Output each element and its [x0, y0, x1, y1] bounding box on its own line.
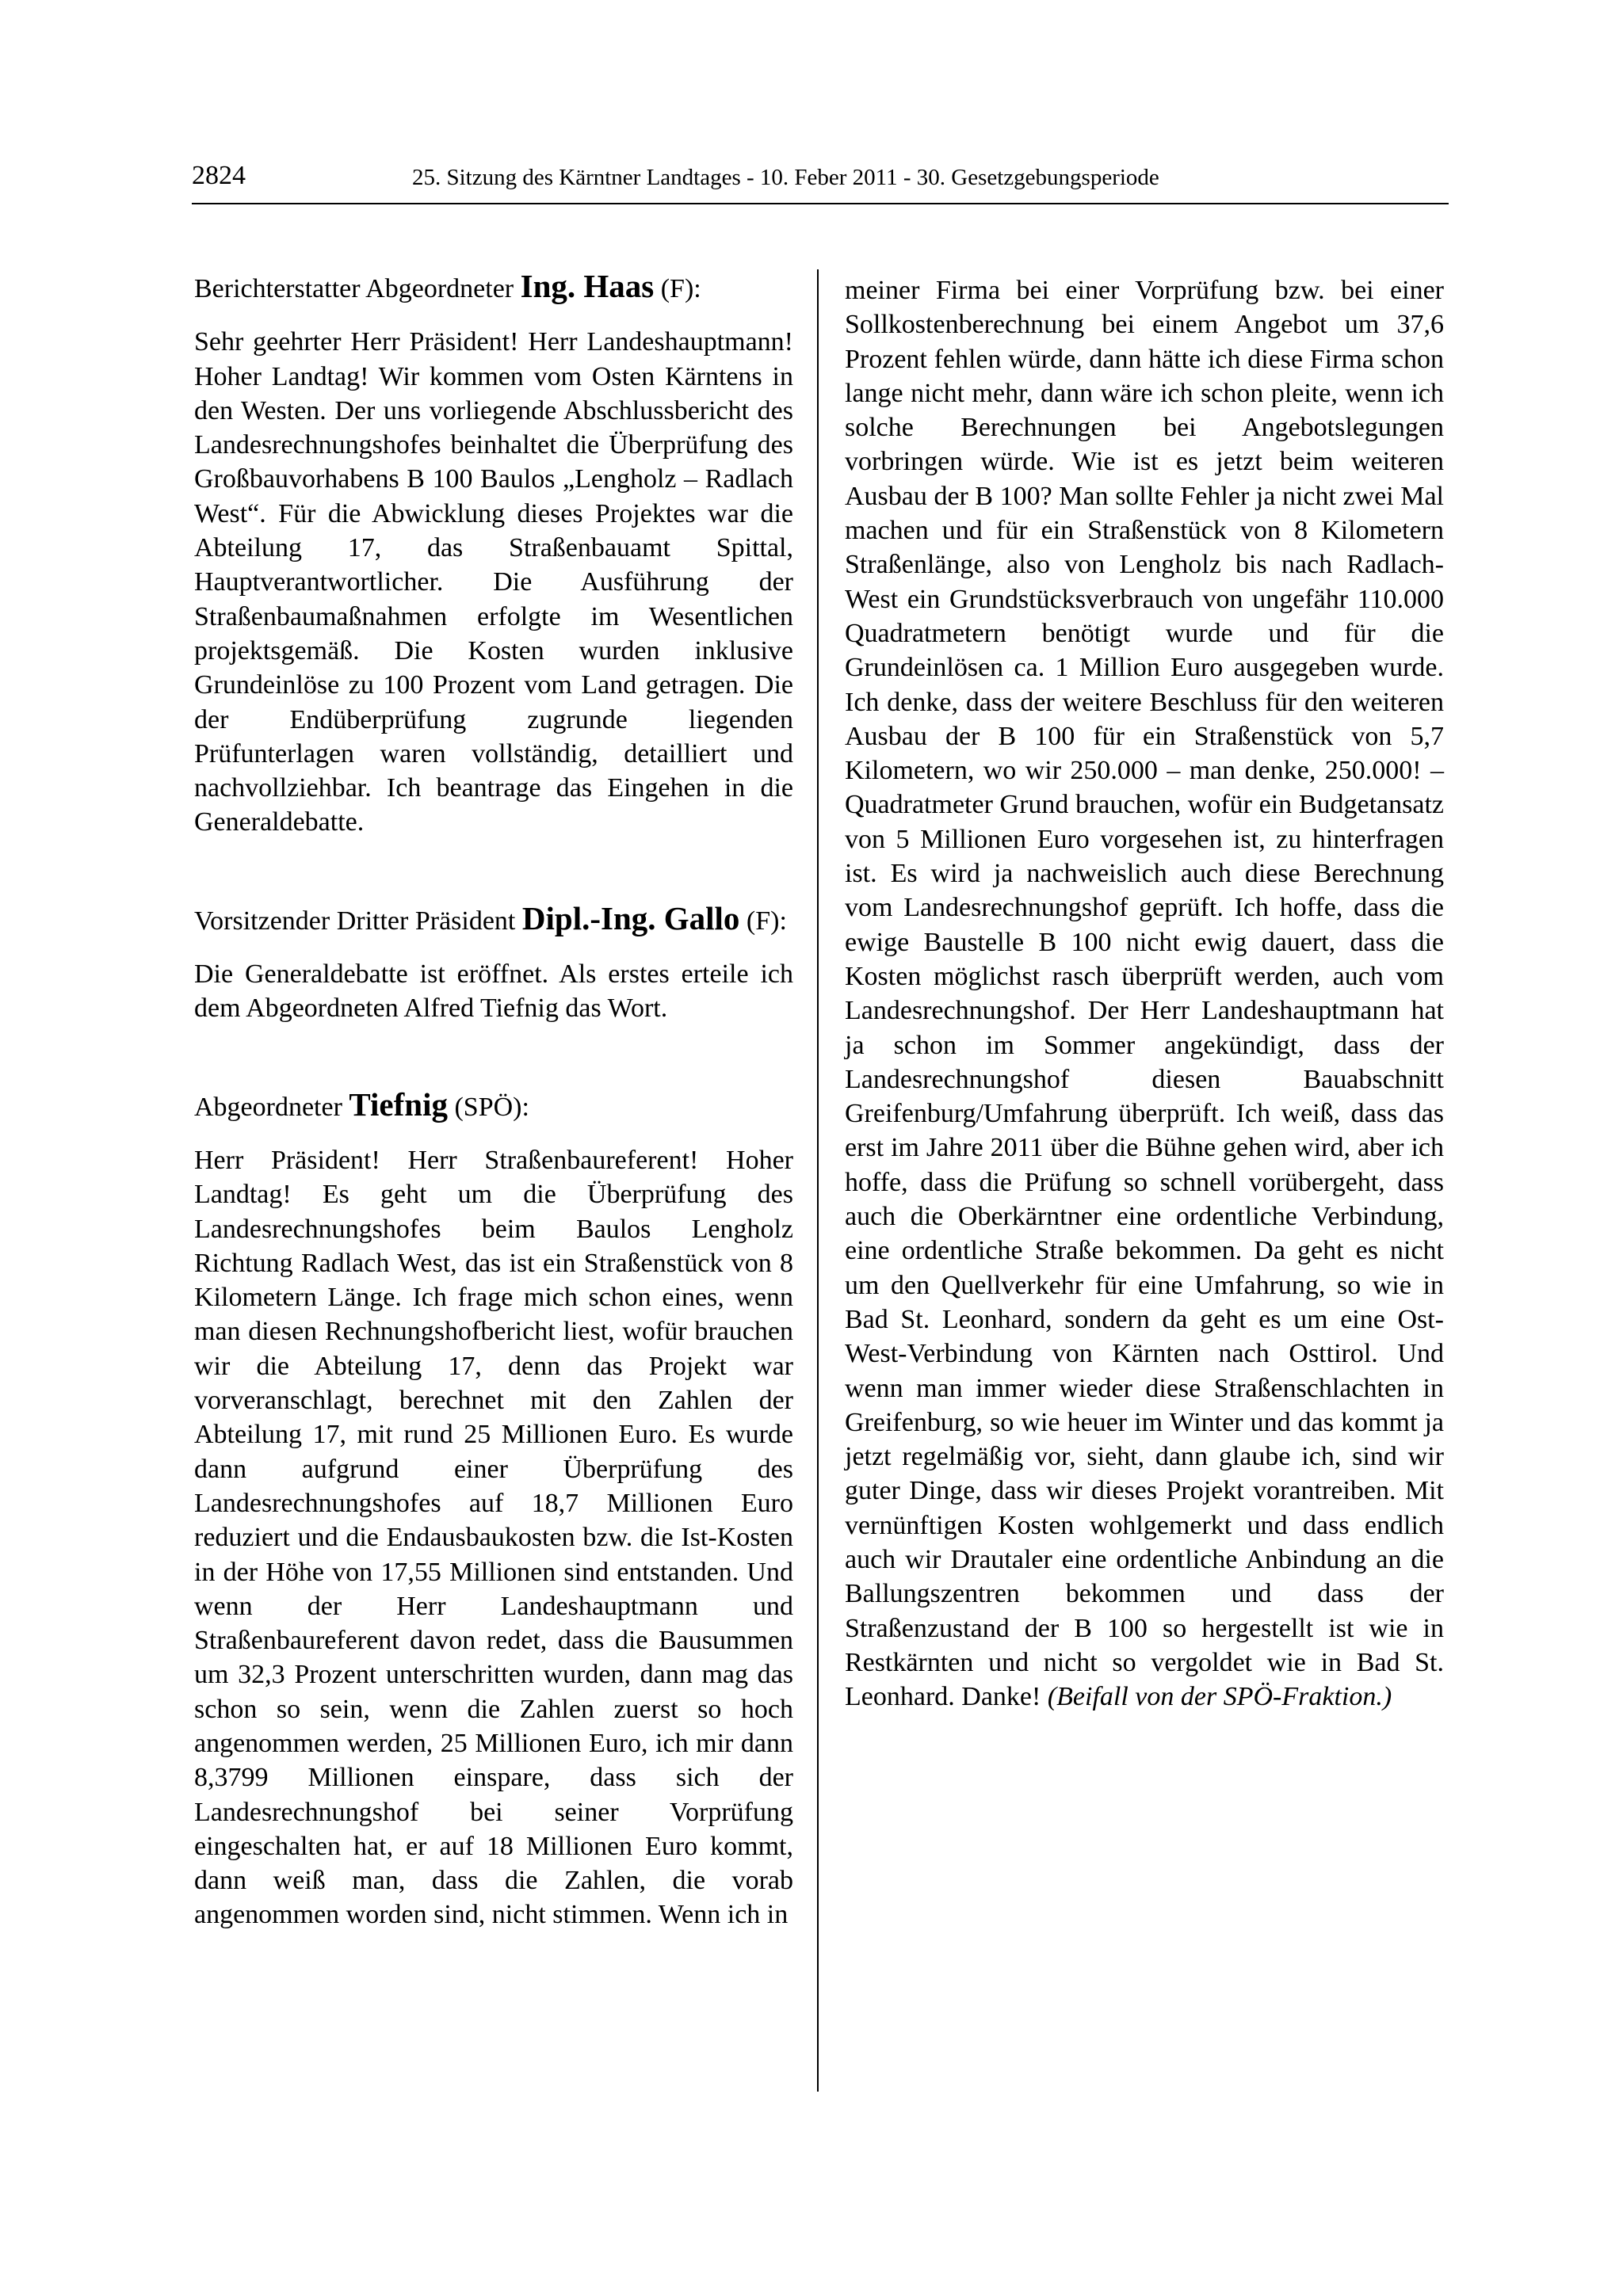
speaker-party: (SPÖ):: [447, 1092, 529, 1122]
speaker-role: Vorsitzender Dritter Präsident: [194, 906, 522, 936]
speaker-name: Dipl.-Ing. Gallo: [521, 899, 740, 936]
speaker-role: Berichterstatter Abgeordneter: [194, 274, 521, 303]
speaker-haas: [194, 269, 793, 306]
column-divider: [817, 269, 819, 2092]
speaker-party: (F):: [739, 906, 787, 936]
speaker-party: (F):: [654, 274, 701, 303]
speaker-tiefnig: [194, 1085, 793, 1124]
speaker-name: Ing. Haas: [520, 268, 655, 304]
left-column: [194, 269, 793, 1932]
page-number: 2824: [192, 161, 246, 190]
speaker-gallo: [194, 899, 793, 938]
section-spacer: [194, 1026, 793, 1088]
speech-haas: Sehr geehrter Herr Präsident! Herr Landeshauptmann! Hoher Landtag! Wir kommen vom Osten Kärntens in den Westen. Der uns vorliegende Abschlussbericht des Landesrechnungshofes beinhaltet die Überprüfung des Großbauvorhabens B 100 Baulos „Lengholz – Radlach West“. Für die Abwicklung dieses Projektes war die Abteilung 17, das Straßenbauamt Spittal, Hauptverantwortlicher. Die Ausführung der Straßenbaumaßnahmen erfolgte im Wesentlichen projektsgemäß. Die Kosten wurden inklusive Grundeinlöse zu 100 Prozent vom Land getragen. Die der Endüberprüfung zugrunde liegenden Prüfunterlagen waren vollständig, detailliert und nachvollziehbar. Ich beantrage das Eingehen in die Generaldebatte.: [194, 327, 793, 837]
page-header: [192, 155, 1449, 204]
speech-gallo: Die Generaldebatte ist eröffnet. Als erstes erteile ich dem Abgeordneten Alfred Tiefnig das Wort.: [194, 959, 793, 1024]
speech-text: meiner Firma bei einer Vorprüfung bzw. bei einer Sollkostenberechnung bei einem Angebot um 37,6 Prozent fehlen würde, dann hätte ich diese Firma schon lange nicht mehr, dann wäre ich schon pleite, wenn ich solche Berechnungen bei Angebotslegungen vorbringen würde. Wie ist es jetzt beim weiteren Ausbau der B 100? Man sollte Fehler ja nicht zwei Mal machen und für ein Straßenstück von 8 Kilometern Straßenlänge, also von Lengholz bis nach Radlach-West ein Grundstücksverbrauch von ungefähr 110.000 Quadratmetern benötigt wurde und für die Grundeinlösen ca. 1 Million Euro ausgegeben wurde. Ich denke, dass der weitere Beschluss für den weiteren Ausbau der B 100 für ein Straßenstück von 5,7 Kilometern, wo wir 250.000 – man denke, 250.000! – Quadratmeter Grund brauchen, wofür ein Budgetansatz von 5 Millionen Euro vorgesehen ist, zu hinterfragen ist. Es wird ja nachweislich auch diese Berechnung vom Landesrechnungshof geprüft. Ich hoffe, dass die ewige Baustelle B 100 nicht ewig dauert, dass die Kosten möglichst rasch überprüft werden, auch vom Landesrechnungshof. Der Herr Landeshauptmann hat ja schon im Sommer angekündigt, dass der Landesrechnungshof diesen Bauabschnitt Greifenburg/Umfahrung überprüft. Ich weiß, dass das erst im Jahre 2011 über die Bühne gehen wird, aber ich hoffe, dass die Prüfung so schnell vorübergeht, dass auch die Oberkärntner eine ordentliche Verbindung, eine ordentliche Straße bekommen. Da geht es nicht um den Quellverkehr für eine Umfahrung, so wie in Bad St. Leonhard, sondern da geht es um eine Ost-West-Verbindung von Kärnten nach Osttirol. Und wenn man immer wieder diese Straßenschlachten in Greifenburg, so wie heuer im Winter und das kommt ja jetzt regelmäßig vor, sieht, dann glaube ich, sind wir guter Dinge, dass wir dieses Projekt vorantreiben. Mit vernünftigen Kosten wohlgemerkt und dass endlich auch wir Drautaler eine ordentliche Anbindung an die Ballungszentren bekommen und dass der Straßenzustand der B 100 so hergestellt ist wie in Restkärnten und nicht so vergoldet wie in Bad St. Leonhard. Danke!: [845, 276, 1444, 1712]
section-spacer: [194, 840, 793, 902]
speaker-name: Tiefnig: [349, 1085, 448, 1123]
speech-tiefnig-continued: [845, 273, 1444, 1714]
applause-note: (Beifall von der SPÖ-Fraktion.): [1047, 1682, 1392, 1712]
right-column: [845, 273, 1444, 1714]
header-title: 25. Sitzung des Kärntner Landtages - 10. Feber 2011 - 30. Gesetzgebungsperiode: [412, 165, 1159, 190]
speech-tiefnig: Herr Präsident! Herr Straßenbaureferent! Hoher Landtag! Es geht um die Überprüfung des Landesrechnungshofes beim Baulos Lengholz Richtung Radlach West, das ist ein Straßenstück von 8 Kilometern Länge. Ich frage mich schon eines, wenn man diesen Rechnungshofbericht liest, wofür brauchen wir die Abteilung 17, denn das Projekt war vorveranschlagt, berechnet mit den Zahlen der Abteilung 17, mit rund 25 Millionen Euro. Es wurde dann aufgrund einer Überprüfung des Landesrechnungshofes auf 18,7 Millionen Euro reduziert und die Endausbaukosten bzw. die Ist-Kosten in der Höhe von 17,55 Millionen sind entstanden. Und wenn der Herr Landeshauptmann und Straßenbaureferent davon redet, dass die Bausummen um 32,3 Prozent unterschritten wurden, dann mag das schon so sein, wenn die Zahlen zuerst so hoch angenommen werden, 25 Millionen Euro, ich mir dann 8,3799 Millionen einspare, dass sich der Landesrechnungshof bei seiner Vorprüfung eingeschalten hat, er auf 18 Millionen Euro kommt, dann weiß man, dass die Zahlen, die vorab angenommen worden sind, nicht stimmen. Wenn ich in: [194, 1145, 793, 1930]
speaker-role: Abgeordneter: [194, 1092, 349, 1122]
